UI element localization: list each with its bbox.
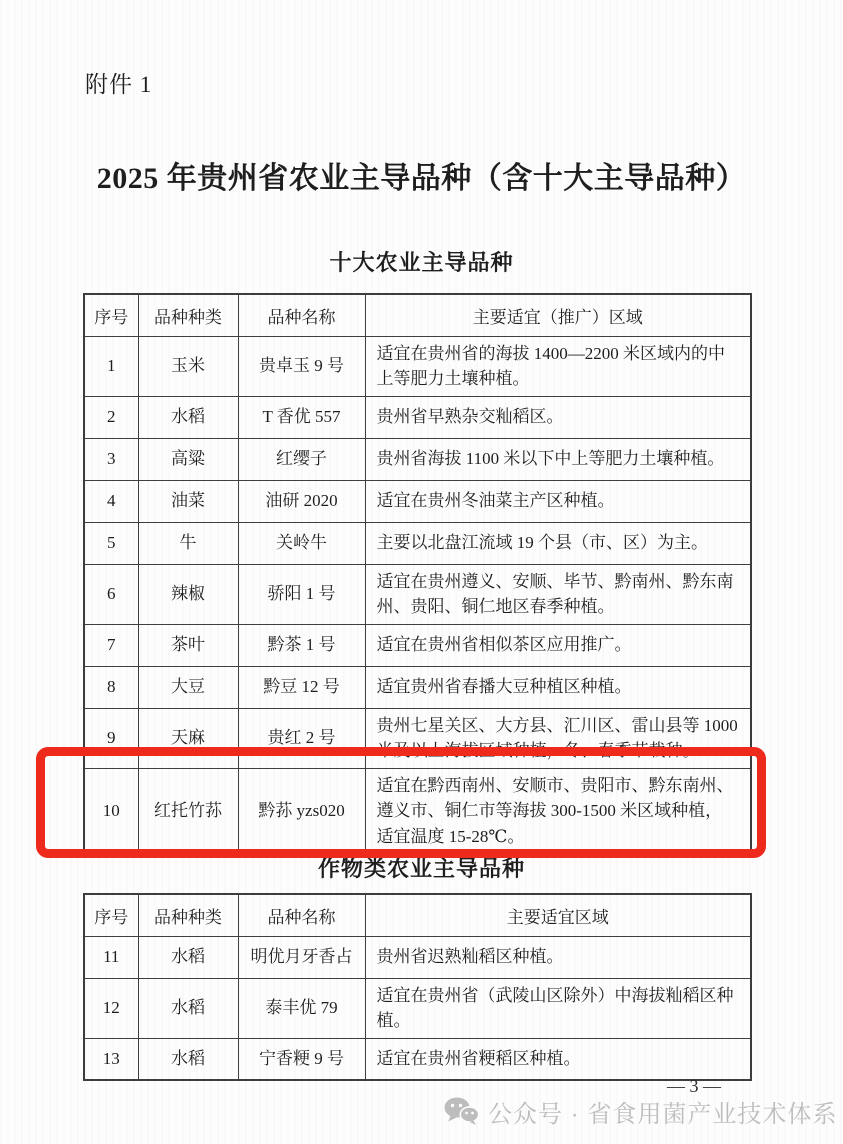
table-cell: 水稻 (138, 1038, 238, 1080)
table-cell: 9 (84, 708, 138, 768)
table-cell: 水稻 (138, 396, 238, 438)
header-row (84, 294, 751, 336)
table-cell: 茶叶 (138, 624, 238, 666)
table-cell: 黔茶 1 号 (238, 624, 365, 666)
table-cell: 8 (84, 666, 138, 708)
table-cell: 11 (84, 936, 138, 978)
table-cell: 黔荪 yzs020 (238, 768, 365, 854)
column-header: 品种名称 (238, 294, 365, 336)
column-header: 序号 (84, 894, 138, 936)
table-cell: 水稻 (138, 978, 238, 1038)
table-cell: 2 (84, 396, 138, 438)
table-cell: 13 (84, 1038, 138, 1080)
table-cell: 贵州七星关区、大方县、汇川区、雷山县等 1000 米及以上海拔区域种植，冬、春季节栽种。 (365, 708, 751, 768)
table-cell: 骄阳 1 号 (238, 564, 365, 624)
table-row (84, 768, 751, 854)
table-cell: 3 (84, 438, 138, 480)
table-cell: 贵红 2 号 (238, 708, 365, 768)
table-row (84, 666, 751, 708)
table-row (84, 936, 751, 978)
table-row (84, 480, 751, 522)
table-row (84, 396, 751, 438)
crop-varieties-table (83, 893, 752, 1081)
table-cell: 适宜贵州省春播大豆种植区种植。 (365, 666, 751, 708)
table-cell: 贵州省海拔 1100 米以下中上等肥力土壤种植。 (365, 438, 751, 480)
table-cell: 适宜在贵州省相似茶区应用推广。 (365, 624, 751, 666)
watermark-text: 公众号 · 省食用菌产业技术体系 (488, 1101, 838, 1128)
varieties-table-2 (83, 893, 752, 1081)
table-cell: 12 (84, 978, 138, 1038)
table-cell: 贵州省早熟杂交籼稻区。 (365, 396, 751, 438)
section-title-crops: 作物类农业主导品种 (317, 856, 525, 881)
table-cell: 红托竹荪 (138, 768, 238, 854)
page-number: — 3 — (667, 1076, 721, 1096)
column-header: 主要适宜区域 (365, 894, 751, 936)
table-cell: 油菜 (138, 480, 238, 522)
table-cell: 牛 (138, 522, 238, 564)
table-row (84, 336, 751, 396)
table-cell: 适宜在贵州冬油菜主产区种植。 (365, 480, 751, 522)
column-header: 品种种类 (138, 894, 238, 936)
table-row (84, 708, 751, 768)
table-cell: 红缨子 (238, 438, 365, 480)
table-cell: 贵卓玉 9 号 (238, 336, 365, 396)
table-row (84, 1038, 751, 1080)
table-cell: 适宜在贵州省的海拔 1400—2200 米区域内的中上等肥力土壤种植。 (365, 336, 751, 396)
wechat-icon (444, 1097, 479, 1126)
table-row (84, 438, 751, 480)
table-cell: 适宜在黔西南州、安顺市、贵阳市、黔东南州、遵义市、铜仁市等海拔 300-1500 米区域种植，适宜温度 15-28℃。 (365, 768, 751, 854)
table-cell: 玉米 (138, 336, 238, 396)
section-title-top-ten: 十大农业主导品种 (329, 250, 514, 275)
column-header: 序号 (84, 294, 138, 336)
table-cell: 适宜在贵州省（武陵山区除外）中海拔籼稻区种植。 (365, 978, 751, 1038)
table-cell: 天麻 (138, 708, 238, 768)
table-cell: 4 (84, 480, 138, 522)
header-row (84, 894, 751, 936)
watermark (444, 1094, 837, 1129)
table-cell: 主要以北盘江流域 19 个县（市、区）为主。 (365, 522, 751, 564)
column-header: 主要适宜（推广）区域 (365, 294, 751, 336)
table-cell: 水稻 (138, 936, 238, 978)
document-title: 2025 年贵州省农业主导品种（含十大主导品种） (96, 162, 747, 195)
varieties-table-1 (83, 293, 752, 855)
table-cell: 泰丰优 79 (238, 978, 365, 1038)
table-cell: 高粱 (138, 438, 238, 480)
column-header: 品种种类 (138, 294, 238, 336)
column-header: 品种名称 (238, 894, 365, 936)
table-cell: 宁香粳 9 号 (238, 1038, 365, 1080)
table-cell: 关岭牛 (238, 522, 365, 564)
table-cell: 黔豆 12 号 (238, 666, 365, 708)
table-cell: 油研 2020 (238, 480, 365, 522)
table-row (84, 564, 751, 624)
table-cell: 6 (84, 564, 138, 624)
top-ten-varieties-table (83, 293, 752, 855)
table-cell: 贵州省迟熟籼稻区种植。 (365, 936, 751, 978)
table-cell: 大豆 (138, 666, 238, 708)
table-row (84, 624, 751, 666)
table-cell: 5 (84, 522, 138, 564)
attachment-label: 附件 1 (85, 72, 153, 97)
table-cell: 1 (84, 336, 138, 396)
table-cell: 适宜在贵州遵义、安顺、毕节、黔南州、黔东南州、贵阳、铜仁地区春季种植。 (365, 564, 751, 624)
table-cell: 7 (84, 624, 138, 666)
table-row (84, 978, 751, 1038)
table-cell: 适宜在贵州省粳稻区种植。 (365, 1038, 751, 1080)
table-row (84, 522, 751, 564)
table-cell: 10 (84, 768, 138, 854)
table-cell: T 香优 557 (238, 396, 365, 438)
table-cell: 辣椒 (138, 564, 238, 624)
table-cell: 明优月牙香占 (238, 936, 365, 978)
